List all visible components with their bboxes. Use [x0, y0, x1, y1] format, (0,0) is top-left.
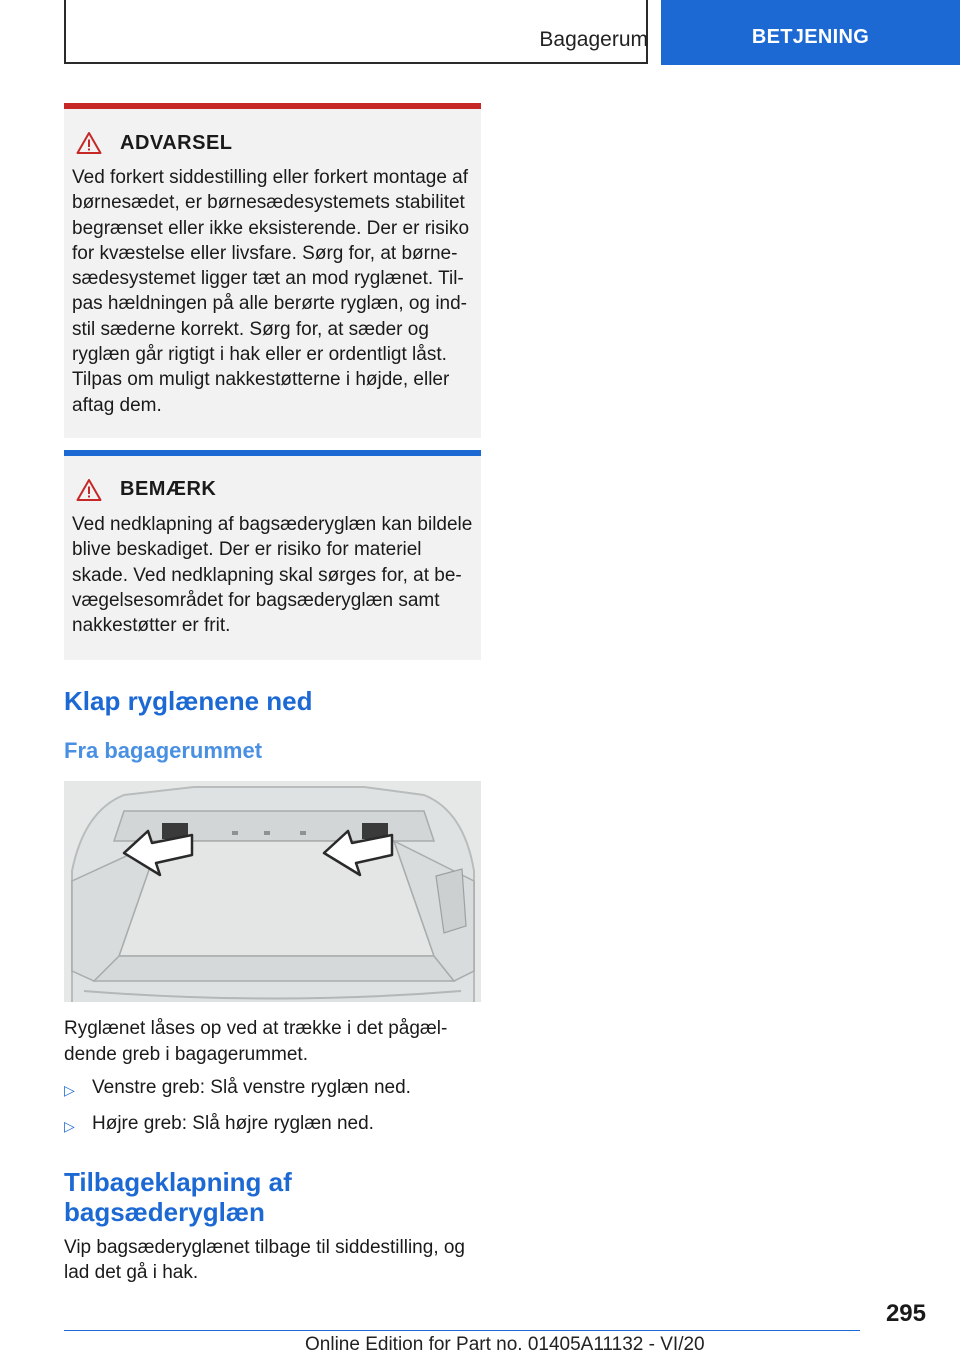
warning-text: Ved forkert siddestilling eller forkert montage af børnesædet, er børnesædesystemets stabilitet begrænset eller ikke eksisterende. Der er risiko for kvæstelse eller livsfare. Sørg for, at børne-sædesystemet ligger tæt an mod ryglænet. Til-pas hældningen på alle berørte ryglæn, og ind-stil sæderne korrekt. Sørg for, at sæder og ryglæn går rigtigt i hak eller er ordentligt låst. Tilpas om muligt nakkestøtterne i højde, eller aftag dem.	[72, 167, 470, 416]
warning-triangle-icon	[76, 131, 102, 155]
warning-box	[64, 103, 481, 438]
subsection-heading-from-trunk: Fra bagagerummet	[64, 738, 263, 764]
body-text-fold-back: Vip bagsæderyglænet tilbage til siddestilling, og lad det gå i hak.	[64, 1237, 466, 1284]
notice-header	[76, 478, 473, 502]
section-heading-fold-down: Klap ryglænene ned	[64, 686, 313, 717]
footer-rule	[64, 1330, 860, 1331]
trunk-drawing	[64, 781, 481, 1002]
handle-list	[64, 1075, 481, 1139]
warning-title: ADVARSEL	[120, 131, 233, 154]
main-column	[64, 103, 481, 1286]
header-chapter-tab: BETJENING	[661, 0, 960, 65]
list-item-text: Venstre greb: Slå venstre ryglæn ned.	[92, 1077, 411, 1099]
warning-header	[76, 131, 473, 155]
section-heading-fold-back: Tilbageklapning af bagsæderyglæn	[64, 1167, 292, 1228]
footer-edition: Online Edition for Part no. 01405A11132 - VI/20	[305, 1334, 705, 1355]
trunk-illustration	[64, 781, 481, 1002]
list-item	[64, 1111, 481, 1139]
list-triangle-icon: ▷	[64, 1082, 75, 1099]
list-triangle-icon: ▷	[64, 1118, 75, 1135]
notice-title: BEMÆRK	[120, 478, 217, 501]
list-item	[64, 1075, 481, 1103]
header-section-title: Bagagerum	[539, 28, 648, 51]
notice-text: Ved nedklapning af bagsæderyglæn kan bildele blive beskadiget. Der er risiko for materiel skade. Ved nedklapning skal sørges for, at be-vægelsesområdet for bagsæderyglæn samt nakkestøtter er frit.	[72, 513, 473, 637]
warning-triangle-icon	[76, 478, 102, 502]
list-item-text: Højre greb: Slå højre ryglæn ned.	[92, 1113, 374, 1135]
body-text-unlock: Ryglænet låses op ved at trække i det pågæl-dende greb i bagagerummet.	[64, 1018, 448, 1065]
notice-box	[64, 450, 481, 660]
page-number: 295	[885, 1300, 926, 1327]
